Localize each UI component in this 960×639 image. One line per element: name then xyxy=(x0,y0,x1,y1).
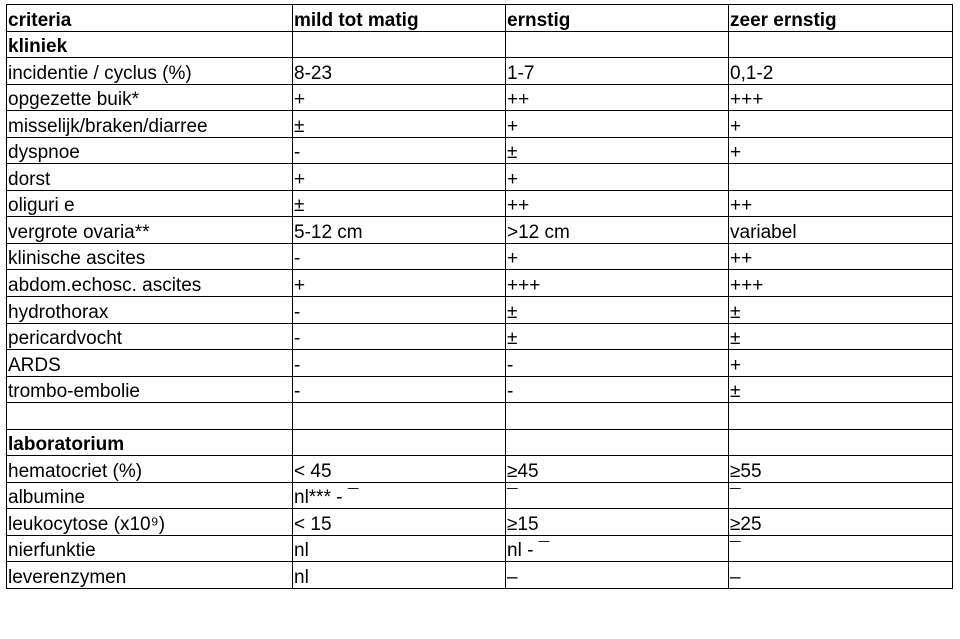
table-row xyxy=(7,535,953,562)
cell-mild: - xyxy=(293,243,506,270)
cell-very-severe: variabel xyxy=(729,217,953,244)
table-row xyxy=(7,217,953,244)
cell-very-severe: ++ xyxy=(729,243,953,270)
table-row xyxy=(7,243,953,270)
table-row xyxy=(7,323,953,350)
cell-mild: + xyxy=(293,164,506,191)
cell-very-severe: +++ xyxy=(729,84,953,111)
cell-severe: - xyxy=(506,376,729,403)
cell-criterion: opgezette buik* xyxy=(7,84,293,111)
section-empty-cell xyxy=(506,429,729,456)
cell-severe: ++ xyxy=(506,190,729,217)
cell-criterion: klinische ascites xyxy=(7,243,293,270)
cell-severe: ± xyxy=(506,137,729,164)
cell-very-severe: – xyxy=(729,562,953,589)
cell-very-severe: ++ xyxy=(729,190,953,217)
cell-very-severe: ¯ xyxy=(729,482,953,509)
cell-severe: + xyxy=(506,164,729,191)
cell-criterion: misselijk/braken/diarree xyxy=(7,111,293,138)
ohss-criteria-table xyxy=(6,4,953,589)
cell-severe: ≥45 xyxy=(506,456,729,483)
section-title: laboratorium xyxy=(7,429,293,456)
header-row xyxy=(7,5,953,32)
cell-severe: - xyxy=(506,350,729,377)
cell-criterion: ARDS xyxy=(7,350,293,377)
cell-mild: + xyxy=(293,84,506,111)
cell-mild: - xyxy=(293,350,506,377)
cell-severe: ± xyxy=(506,297,729,324)
cell-mild: 5-12 cm xyxy=(293,217,506,244)
cell-mild: - xyxy=(293,297,506,324)
cell-very-severe: + xyxy=(729,137,953,164)
section-title: kliniek xyxy=(7,31,293,58)
section-empty-cell xyxy=(506,31,729,58)
cell-very-severe xyxy=(729,164,953,191)
cell-mild: ± xyxy=(293,111,506,138)
header-very-severe: zeer ernstig xyxy=(729,5,953,32)
cell-very-severe: ¯ xyxy=(729,535,953,562)
cell-mild: nl*** - ¯ xyxy=(293,482,506,509)
cell-severe: ++ xyxy=(506,84,729,111)
empty-cell xyxy=(729,403,953,430)
empty-cell xyxy=(7,403,293,430)
cell-very-severe: ± xyxy=(729,297,953,324)
section-empty-cell xyxy=(293,31,506,58)
cell-mild: + xyxy=(293,270,506,297)
cell-very-severe: ≥25 xyxy=(729,509,953,536)
empty-cell xyxy=(293,403,506,430)
section-row-kliniek xyxy=(7,31,953,58)
cell-criterion: trombo-embolie xyxy=(7,376,293,403)
table-row xyxy=(7,270,953,297)
table-row xyxy=(7,58,953,85)
table-row xyxy=(7,164,953,191)
table-row xyxy=(7,376,953,403)
table-row xyxy=(7,562,953,589)
cell-severe: >12 cm xyxy=(506,217,729,244)
cell-very-severe: ≥55 xyxy=(729,456,953,483)
table-row xyxy=(7,297,953,324)
cell-criterion: dorst xyxy=(7,164,293,191)
cell-criterion: hematocriet (%) xyxy=(7,456,293,483)
empty-cell xyxy=(506,403,729,430)
table-row xyxy=(7,84,953,111)
cell-criterion: hydrothorax xyxy=(7,297,293,324)
cell-mild: < 45 xyxy=(293,456,506,483)
cell-mild: nl xyxy=(293,562,506,589)
header-severe: ernstig xyxy=(506,5,729,32)
header-mild: mild tot matig xyxy=(293,5,506,32)
table-row xyxy=(7,482,953,509)
cell-very-severe: ± xyxy=(729,323,953,350)
cell-severe: ≥15 xyxy=(506,509,729,536)
cell-very-severe: +++ xyxy=(729,270,953,297)
cell-mild: - xyxy=(293,137,506,164)
cell-severe: ¯ xyxy=(506,482,729,509)
cell-criterion: dyspnoe xyxy=(7,137,293,164)
section-empty-cell xyxy=(293,429,506,456)
section-empty-cell xyxy=(729,31,953,58)
cell-criterion: leukocytose (x10⁹) xyxy=(7,509,293,536)
table-row xyxy=(7,137,953,164)
cell-mild: < 15 xyxy=(293,509,506,536)
cell-very-severe: 0,1-2 xyxy=(729,58,953,85)
cell-criterion: abdom.echosc. ascites xyxy=(7,270,293,297)
cell-severe: 1-7 xyxy=(506,58,729,85)
section-row-laboratorium xyxy=(7,429,953,456)
table-row xyxy=(7,111,953,138)
cell-mild: 8-23 xyxy=(293,58,506,85)
cell-criterion: albumine xyxy=(7,482,293,509)
cell-criterion: oliguri e xyxy=(7,190,293,217)
cell-very-severe: + xyxy=(729,350,953,377)
spacer-row xyxy=(7,403,953,430)
cell-severe: – xyxy=(506,562,729,589)
cell-very-severe: ± xyxy=(729,376,953,403)
cell-mild: ± xyxy=(293,190,506,217)
header-criteria: criteria xyxy=(7,5,293,32)
cell-severe: ± xyxy=(506,323,729,350)
cell-severe: +++ xyxy=(506,270,729,297)
cell-mild: nl xyxy=(293,535,506,562)
cell-criterion: leverenzymen xyxy=(7,562,293,589)
table-row xyxy=(7,509,953,536)
cell-mild: - xyxy=(293,323,506,350)
cell-criterion: pericardvocht xyxy=(7,323,293,350)
cell-criterion: incidentie / cyclus (%) xyxy=(7,58,293,85)
table-row xyxy=(7,350,953,377)
cell-severe: nl - ¯ xyxy=(506,535,729,562)
cell-criterion: vergrote ovaria** xyxy=(7,217,293,244)
table-row xyxy=(7,456,953,483)
section-empty-cell xyxy=(729,429,953,456)
cell-severe: + xyxy=(506,243,729,270)
cell-very-severe: + xyxy=(729,111,953,138)
table-row xyxy=(7,190,953,217)
cell-criterion: nierfunktie xyxy=(7,535,293,562)
cell-mild: - xyxy=(293,376,506,403)
cell-severe: + xyxy=(506,111,729,138)
